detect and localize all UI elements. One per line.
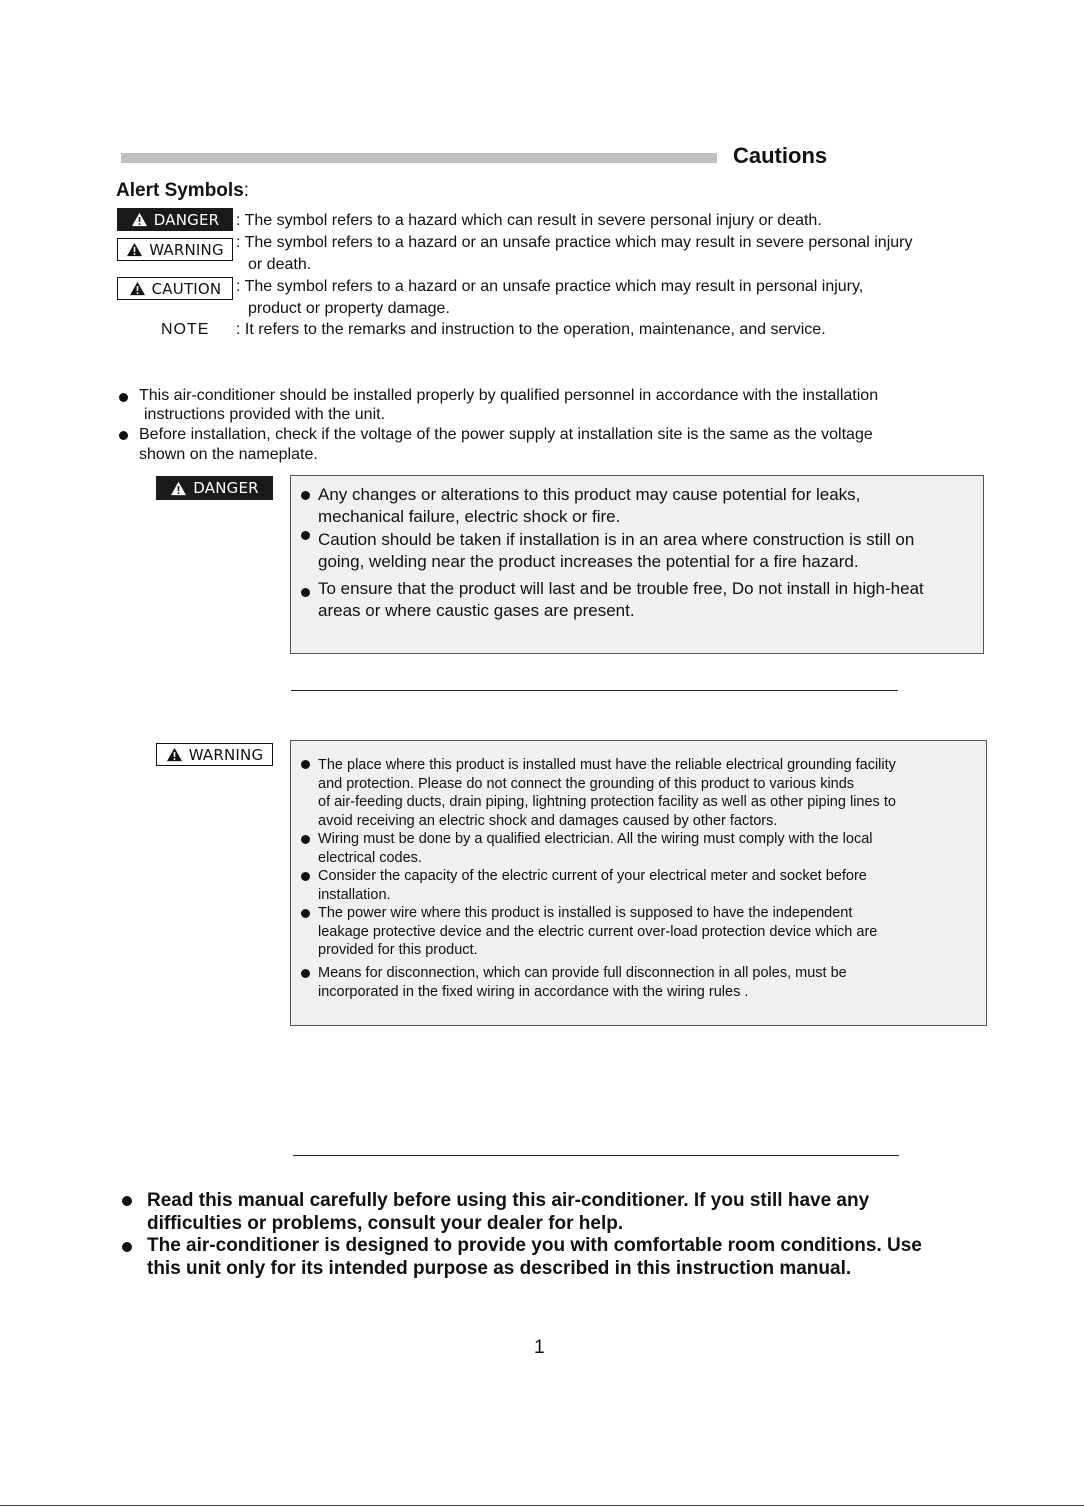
- danger-item-1-line-1: Any changes or alterations to this product may cause potential for leaks,: [318, 485, 861, 504]
- divider-rule: [293, 1155, 899, 1156]
- warning-triangle-icon: [170, 481, 187, 496]
- warning-item-1-line-4: avoid receiving an electric shock and damages caused by other factors.: [318, 813, 778, 829]
- closing-bullet-1-line-2: difficulties or problems, consult your dealer for help.: [147, 1213, 624, 1234]
- danger-description: : The symbol refers to a hazard which can result in severe personal injury or death.: [236, 212, 822, 229]
- page-number: 1: [534, 1337, 545, 1358]
- bullet-icon: [301, 760, 310, 769]
- note-description: : It refers to the remarks and instruction to the operation, maintenance, and service.: [236, 321, 826, 338]
- bullet-icon: [301, 969, 310, 978]
- warning-item-4-line-1: The power wire where this product is installed is supposed to have the independent: [318, 905, 853, 921]
- danger-section-badge: [156, 476, 273, 500]
- bullet-icon: [301, 835, 310, 844]
- warning-item-1-line-1: The place where this product is installed must have the reliable electrical grounding facility: [318, 757, 896, 773]
- warning-description: : The symbol refers to a hazard or an unsafe practice which may result in severe personal injury: [236, 234, 913, 251]
- warning-triangle-icon: [131, 212, 148, 227]
- danger-badge: [117, 208, 233, 231]
- alert-symbols-title: Alert Symbols: [116, 180, 244, 201]
- bullet-icon: [301, 531, 310, 540]
- bullet-icon: [119, 393, 128, 402]
- danger-badge-label: DANGER: [153, 210, 220, 229]
- warning-item-3-line-1: Consider the capacity of the electric current of your electrical meter and socket before: [318, 868, 867, 884]
- bullet-icon: [119, 431, 128, 440]
- danger-item-2-line-2: going, welding near the product increases the potential for a fire hazard.: [318, 552, 859, 571]
- warning-badge-label: WARNING: [149, 240, 224, 259]
- alert-symbols-colon: :: [243, 180, 250, 201]
- danger-item-2-line-1: Caution should be taken if installation is in an area where construction is still on: [318, 530, 915, 549]
- intro-bullet-1-line-2: instructions provided with the unit.: [144, 406, 386, 423]
- danger-item-3-line-1: To ensure that the product will last and be trouble free, Do not install in high-heat: [318, 579, 924, 598]
- warning-item-2-line-1: Wiring must be done by a qualified electrician. All the wiring must comply with the local: [318, 831, 873, 847]
- danger-section-badge-label: DANGER: [193, 479, 259, 497]
- closing-bullet-1-line-1: Read this manual carefully before using this air-conditioner. If you still have any: [147, 1190, 870, 1211]
- warning-section-badge: [156, 743, 273, 766]
- caution-description: : The symbol refers to a hazard or an unsafe practice which may result in personal injury,: [236, 278, 864, 295]
- note-label: NOTE: [161, 321, 210, 338]
- caution-badge: [117, 277, 233, 300]
- alert-symbols-heading: [116, 180, 249, 202]
- caution-description-continued: product or property damage.: [248, 300, 450, 317]
- warning-description-continued: or death.: [248, 256, 312, 273]
- warning-section-badge-label: WARNING: [188, 745, 264, 764]
- bullet-icon: [301, 909, 310, 918]
- warning-item-5-line-1: Means for disconnection, which can provide full disconnection in all poles, must be: [318, 965, 847, 981]
- page-title: Cautions: [733, 143, 828, 168]
- warning-item-2-line-2: electrical codes.: [318, 850, 422, 866]
- bullet-icon: [301, 491, 310, 500]
- bullet-icon: [122, 1242, 132, 1252]
- bullet-icon: [301, 872, 310, 881]
- warning-triangle-icon: [166, 747, 183, 762]
- page-bottom-edge: [0, 1505, 1084, 1506]
- caution-badge-label: CAUTION: [151, 279, 222, 298]
- warning-item-5-line-2: incorporated in the fixed wiring in accordance with the wiring rules .: [318, 984, 749, 1000]
- danger-item-3-line-2: areas or where caustic gases are present.: [318, 601, 635, 620]
- warning-item-4-line-3: provided for this product.: [318, 942, 478, 958]
- warning-item-3-line-2: installation.: [318, 887, 391, 903]
- intro-bullet-1-line-1: This air-conditioner should be installed properly by qualified personnel in accordance with the installation: [139, 387, 879, 404]
- warning-badge: [117, 238, 233, 261]
- warning-item-4-line-2: leakage protective device and the electric current over-load protection device which are: [318, 924, 878, 940]
- warning-triangle-icon: [129, 281, 146, 296]
- warning-item-1-line-3: of air-feeding ducts, drain piping, lightning protection facility as well as other piping lines to: [318, 794, 896, 810]
- closing-bullet-2-line-1: The air-conditioner is designed to provide you with comfortable room conditions. Use: [147, 1235, 922, 1256]
- intro-bullet-2-line-2: shown on the nameplate.: [139, 446, 318, 463]
- bullet-icon: [301, 588, 310, 597]
- warning-triangle-icon: [126, 242, 143, 257]
- danger-item-1-line-2: mechanical failure, electric shock or fire.: [318, 507, 621, 526]
- bullet-icon: [122, 1196, 132, 1206]
- warning-item-1-line-2: and protection. Please do not connect the grounding of this product to various kinds: [318, 776, 855, 792]
- divider-rule: [291, 690, 898, 691]
- intro-bullet-2-line-1: Before installation, check if the voltage of the power supply at installation site is the same as the voltage: [139, 426, 873, 443]
- header-bar: [121, 153, 717, 163]
- closing-bullet-2-line-2: this unit only for its intended purpose as described in this instruction manual.: [147, 1258, 852, 1279]
